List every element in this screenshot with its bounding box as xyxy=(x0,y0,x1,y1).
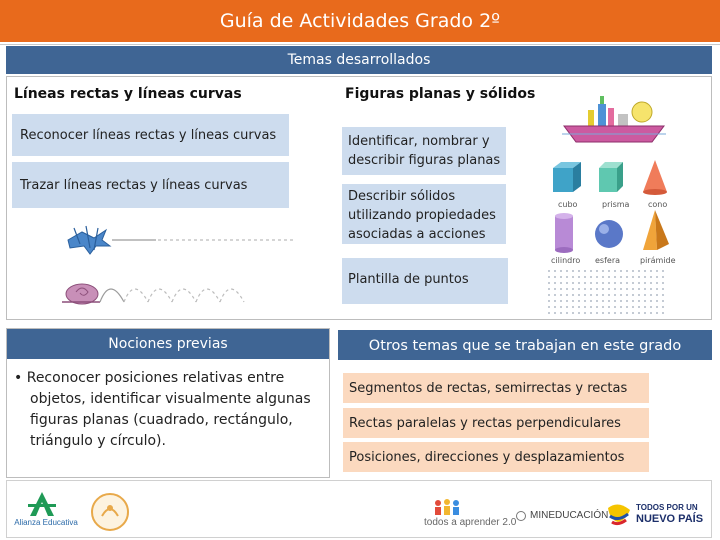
otros-item-2: Rectas paralelas y rectas perpendiculares xyxy=(343,408,649,438)
otros-heading: Otros temas que se trabajan en este grado xyxy=(338,330,712,360)
solids-illustration xyxy=(545,158,675,268)
otros-item-3: Posiciones, direcciones y desplazamientos xyxy=(343,442,649,472)
right-item-1: Identificar, nombrar y describir figuras planas xyxy=(342,127,506,175)
left-column-title: Líneas rectas y líneas curvas xyxy=(14,86,242,102)
sphere-icon xyxy=(595,220,623,248)
otros-item-1: Segmentos de rectas, semirrectas y rectas xyxy=(343,373,649,403)
label-prisma: prisma xyxy=(602,200,630,209)
alianza-logo-text: Alianza Educativa xyxy=(14,518,78,527)
page-title: Guía de Actividades Grado 2º xyxy=(219,10,501,32)
label-cono: cono xyxy=(648,200,668,209)
previas-item: • Reconocer posiciones relativas entre objetos, identificar visualmente algunas figuras planas (cuadrado, rectángulo, triángulo y círculo). xyxy=(14,370,311,449)
todos-aprender-people-icon xyxy=(432,498,462,516)
cylinder-icon xyxy=(555,213,573,253)
line-tracing-illustration xyxy=(60,218,300,308)
right-item-2: Describir sólidos utilizando propiedades asociadas a acciones xyxy=(342,184,506,244)
previas-heading: Nociones previas xyxy=(7,329,329,359)
nuevo-pais-line1: TODOS POR UN xyxy=(636,503,698,512)
pyramid-icon xyxy=(643,210,669,250)
label-esfera: esfera xyxy=(595,256,621,265)
alianza-logo-icon xyxy=(22,490,62,518)
mineducacion-logo-text: MINEDUCACIÓN xyxy=(530,510,609,521)
left-item-1: Reconocer líneas rectas y líneas curvas xyxy=(12,114,289,156)
escudo-icon xyxy=(516,511,526,521)
nuevo-pais-line2: NUEVO PAÍS xyxy=(636,513,704,525)
dot-grid-template xyxy=(546,268,668,314)
label-piramide: pirámide xyxy=(640,256,676,265)
title-bar xyxy=(0,0,720,44)
airplane-icon xyxy=(68,226,110,254)
cone-icon xyxy=(643,160,667,195)
cube-icon xyxy=(553,162,581,192)
circular-seal-icon xyxy=(90,492,130,532)
temas-heading: Temas desarrollados xyxy=(6,46,712,74)
label-cilindro: cilindro xyxy=(551,256,581,265)
previas-list xyxy=(14,368,324,452)
prism-icon xyxy=(599,162,623,192)
label-cubo: cubo xyxy=(558,200,578,209)
nuevo-pais-flag-icon xyxy=(604,502,634,530)
right-item-3: Plantilla de puntos xyxy=(342,258,508,304)
todos-aprender-logo-text: todos a aprender 2.0 xyxy=(424,517,517,528)
ship-shapes-illustration xyxy=(560,94,670,144)
snail-icon xyxy=(62,284,100,304)
left-item-2: Trazar líneas rectas y líneas curvas xyxy=(12,162,289,208)
right-column-title: Figuras planas y sólidos xyxy=(345,86,536,102)
